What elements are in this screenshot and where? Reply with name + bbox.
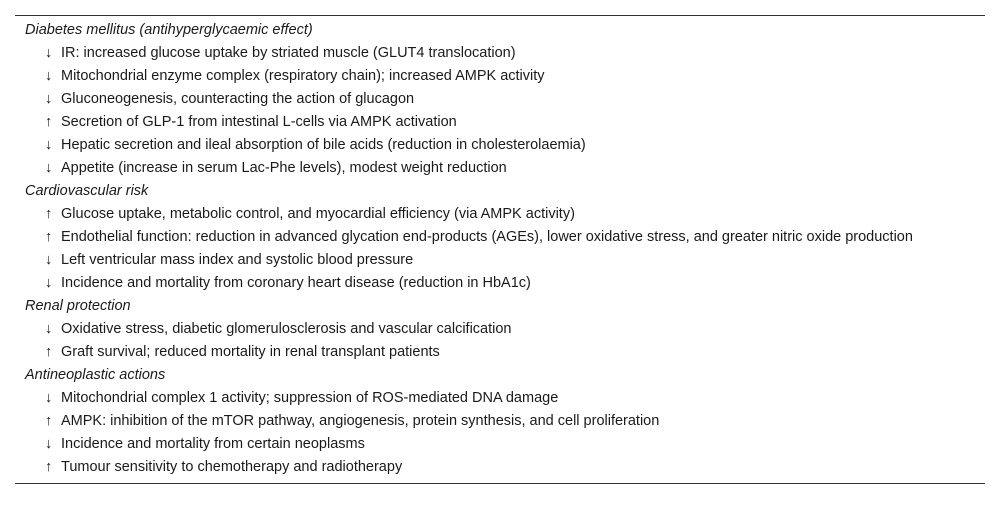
arrow-down-icon: ↓ [45,321,53,337]
effect-text: Incidence and mortality from certain neoplasms [61,436,365,452]
arrow-down-icon: ↓ [45,68,53,84]
effect-text: Appetite (increase in serum Lac-Phe levels), modest weight reduction [61,160,507,176]
effect-item [15,111,985,134]
effect-item [15,65,985,88]
arrow-down-icon: ↓ [45,390,53,406]
effect-item [15,157,985,180]
arrow-down-icon: ↓ [45,160,53,176]
arrow-down-icon: ↓ [45,91,53,107]
effect-text: Graft survival; reduced mortality in renal transplant patients [61,344,440,360]
effect-text: IR: increased glucose uptake by striated muscle (GLUT4 translocation) [61,45,516,61]
effect-item [15,318,985,341]
effect-item [15,387,985,410]
effect-item [15,410,985,433]
arrow-down-icon: ↓ [45,275,53,291]
effect-item [15,134,985,157]
arrow-down-icon: ↓ [45,137,53,153]
effect-item [15,42,985,65]
effect-text: Secretion of GLP-1 from intestinal L-cells via AMPK activation [61,114,457,130]
effects-table [15,15,985,484]
effect-item [15,456,985,479]
effect-item [15,272,985,295]
effect-text: Gluconeogenesis, counteracting the action of glucagon [61,91,415,107]
arrow-up-icon: ↑ [45,459,53,475]
effect-text: Mitochondrial complex 1 activity; suppression of ROS-mediated DNA damage [61,390,559,406]
arrow-up-icon: ↑ [45,413,53,429]
arrow-up-icon: ↑ [45,229,53,245]
effect-item [15,88,985,111]
effect-item [15,226,985,249]
section-heading: Diabetes mellitus (antihyperglycaemic effect) [25,22,313,38]
effect-text: Glucose uptake, metabolic control, and myocardial efficiency (via AMPK activity) [61,206,575,222]
arrow-up-icon: ↑ [45,114,53,130]
effect-text: Tumour sensitivity to chemotherapy and radiotherapy [61,459,403,475]
effect-text: Endothelial function: reduction in advanced glycation end-products (AGEs), lower oxidative stress, and greater nitric oxide production [61,229,913,245]
effect-text: AMPK: inhibition of the mTOR pathway, angiogenesis, protein synthesis, and cell proliferation [61,413,660,429]
effect-text: Mitochondrial enzyme complex (respiratory chain); increased AMPK activity [61,68,545,84]
section-heading: Antineoplastic actions [25,367,166,383]
effect-item [15,249,985,272]
section-heading: Renal protection [25,298,131,314]
arrow-up-icon: ↑ [45,344,53,360]
arrow-up-icon: ↑ [45,206,53,222]
effect-text: Oxidative stress, diabetic glomerulosclerosis and vascular calcification [61,321,512,337]
section-heading: Cardiovascular risk [25,183,149,199]
arrow-down-icon: ↓ [45,436,53,452]
effect-text: Incidence and mortality from coronary heart disease (reduction in HbA1c) [61,275,531,291]
effect-text: Left ventricular mass index and systolic blood pressure [61,252,414,268]
arrow-down-icon: ↓ [45,252,53,268]
effect-item [15,203,985,226]
effect-item [15,433,985,456]
arrow-down-icon: ↓ [45,45,53,61]
effect-text: Hepatic secretion and ileal absorption of bile acids (reduction in cholesterolaemia) [61,137,586,153]
effect-item [15,341,985,364]
